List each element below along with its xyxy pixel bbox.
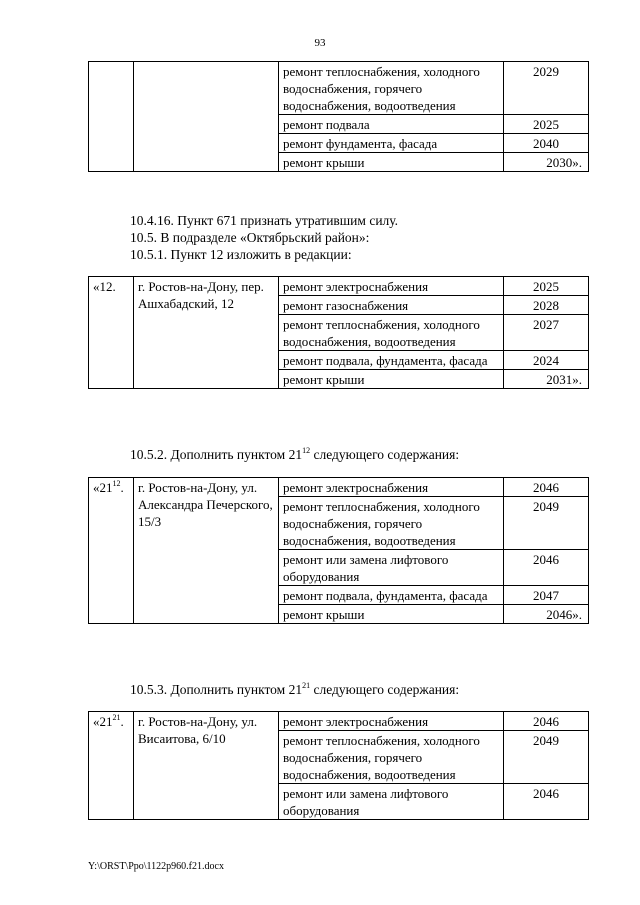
year-cell: 2046».	[504, 605, 589, 624]
page-number: 93	[314, 37, 326, 49]
work-cell: ремонт фундамента, фасада	[279, 134, 504, 153]
paragraph-text: 10.5.2. Дополнить пунктом 21	[130, 447, 303, 462]
paragraph-10-5-3	[130, 681, 459, 698]
table-item-21-21	[88, 711, 589, 820]
table-row	[89, 62, 589, 115]
paragraph-10-5-2	[130, 446, 459, 463]
year-cell: 2025	[504, 115, 589, 134]
work-cell: ремонт подвала	[279, 115, 504, 134]
work-cell: ремонт электроснабжения	[279, 712, 504, 731]
table-item-21-12	[88, 477, 589, 624]
number-superscript: 12	[112, 479, 121, 488]
number-cell: «12.	[89, 277, 134, 389]
work-cell: ремонт электроснабжения	[279, 478, 504, 497]
work-cell: ремонт теплоснабжения, холодного водоснабжения, горячего водоснабжения, водоотведения	[279, 497, 504, 550]
year-cell: 2029	[504, 62, 589, 115]
year-cell: 2027	[504, 315, 589, 351]
year-cell: 2049	[504, 497, 589, 550]
address-cell: г. Ростов-на-Дону, ул. Александра Печерского, 15/3	[134, 478, 279, 624]
work-cell: ремонт или замена лифтового оборудования	[279, 784, 504, 820]
work-cell: ремонт теплоснабжения, холодного водоснабжения, горячего водоснабжения, водоотведения	[279, 62, 504, 115]
paragraph-text: следующего содержания:	[310, 682, 460, 697]
address-cell	[134, 62, 279, 172]
table-row	[89, 712, 589, 731]
number-cell	[89, 478, 134, 624]
year-cell: 2024	[504, 351, 589, 370]
year-cell: 2046	[504, 478, 589, 497]
work-cell: ремонт крыши	[279, 153, 504, 172]
work-cell: ремонт крыши	[279, 605, 504, 624]
paragraph-text: 10.5.3. Дополнить пунктом 21	[130, 682, 303, 697]
paragraph-text: следующего содержания:	[310, 447, 460, 462]
file-path-footer: Y:\ORST\Ppo\1122p960.f21.docx	[88, 861, 224, 872]
year-cell: 2025	[504, 277, 589, 296]
number-suffix: .	[120, 480, 124, 495]
number-cell	[89, 712, 134, 820]
year-cell: 2028	[504, 296, 589, 315]
work-cell: ремонт подвала, фундамента, фасада	[279, 351, 504, 370]
number-prefix: «21	[93, 480, 113, 495]
year-cell: 2046	[504, 784, 589, 820]
work-cell: ремонт подвала, фундамента, фасада	[279, 586, 504, 605]
number-superscript: 21	[112, 713, 121, 722]
superscript: 21	[302, 681, 311, 690]
work-cell: ремонт электроснабжения	[279, 277, 504, 296]
table-row	[89, 277, 589, 296]
work-cell: ремонт теплоснабжения, холодного водоснабжения, водоотведения	[279, 315, 504, 351]
year-cell: 2049	[504, 731, 589, 784]
work-cell: ремонт крыши	[279, 370, 504, 389]
work-cell: ремонт теплоснабжения, холодного водоснабжения, горячего водоснабжения, водоотведения	[279, 731, 504, 784]
table-item-12	[88, 276, 589, 389]
year-cell: 2047	[504, 586, 589, 605]
table-row	[89, 478, 589, 497]
number-cell	[89, 62, 134, 172]
paragraph-10-4-16: 10.4.16. Пункт 671 признать утратившим силу.	[130, 213, 399, 228]
address-cell: г. Ростов-на-Дону, пер. Ашхабадский, 12	[134, 277, 279, 389]
year-cell: 2030».	[504, 153, 589, 172]
work-cell: ремонт или замена лифтового оборудования	[279, 550, 504, 586]
work-cell: ремонт газоснабжения	[279, 296, 504, 315]
number-prefix: «21	[93, 714, 113, 729]
paragraph-10-5: 10.5. В подразделе «Октябрьский район»:	[130, 230, 370, 245]
year-cell: 2046	[504, 712, 589, 731]
number-suffix: .	[120, 714, 124, 729]
table-continuation	[88, 61, 589, 172]
address-cell: г. Ростов-на-Дону, ул. Висаитова, 6/10	[134, 712, 279, 820]
year-cell: 2040	[504, 134, 589, 153]
year-cell: 2046	[504, 550, 589, 586]
year-cell: 2031».	[504, 370, 589, 389]
paragraph-10-5-1: 10.5.1. Пункт 12 изложить в редакции:	[130, 247, 352, 262]
superscript: 12	[302, 446, 311, 455]
